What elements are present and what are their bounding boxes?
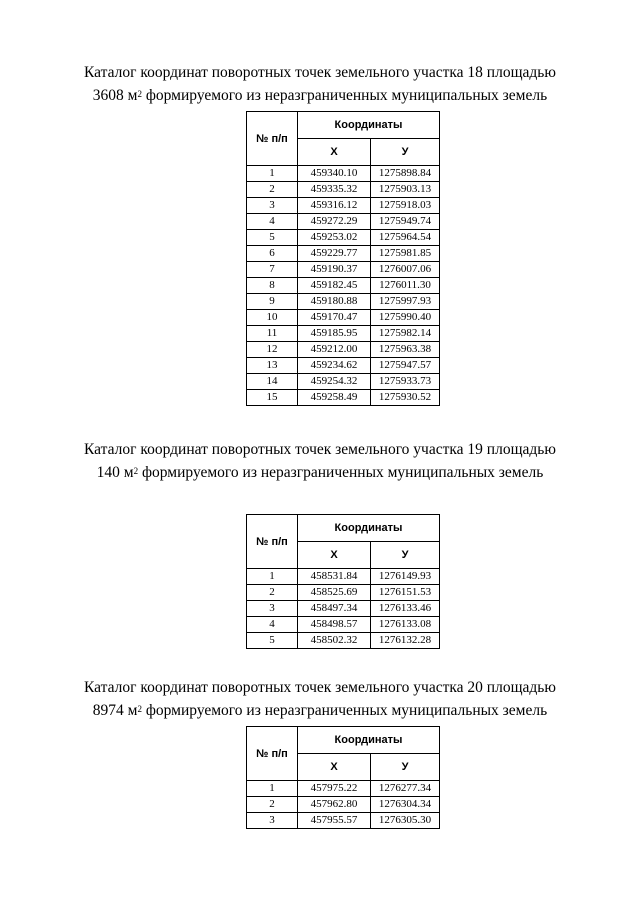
- y-coord-cell: 1275990.40: [371, 310, 440, 326]
- point-number-cell: 2: [247, 182, 298, 198]
- heading-sup: 2: [137, 89, 142, 99]
- point-number-cell: 14: [247, 374, 298, 390]
- num-header: № п/п: [247, 515, 298, 569]
- y-header: У: [371, 542, 440, 569]
- x-coord-cell: 459316.12: [298, 198, 371, 214]
- point-number-cell: 7: [247, 262, 298, 278]
- x-coord-cell: 459254.32: [298, 374, 371, 390]
- point-number-cell: 8: [247, 278, 298, 294]
- table-row: [247, 390, 440, 406]
- y-coord-cell: 1275903.13: [371, 182, 440, 198]
- table-row: [247, 310, 440, 326]
- x-coord-cell: 459340.10: [298, 166, 371, 182]
- coords-header: Координаты: [298, 112, 440, 139]
- heading-rest: формируемого из неразграниченных муниципальных земель: [138, 464, 544, 481]
- coords-body: [247, 781, 440, 829]
- table-row: [247, 262, 440, 278]
- coords-table: [246, 514, 440, 649]
- x-coord-cell: 459253.02: [298, 230, 371, 246]
- point-number-cell: 12: [247, 342, 298, 358]
- table-row: [247, 781, 440, 797]
- table-row: [247, 326, 440, 342]
- point-number-cell: 13: [247, 358, 298, 374]
- table-row: [247, 569, 440, 585]
- point-number-cell: 3: [247, 813, 298, 829]
- x-coord-cell: 459272.29: [298, 214, 371, 230]
- x-coord-cell: 458498.57: [298, 617, 371, 633]
- x-coord-cell: 459212.00: [298, 342, 371, 358]
- catalog-section-19: [0, 438, 640, 484]
- x-coord-cell: 458525.69: [298, 585, 371, 601]
- y-coord-cell: 1276149.93: [371, 569, 440, 585]
- x-coord-cell: 459185.95: [298, 326, 371, 342]
- table-row: [247, 198, 440, 214]
- point-number-cell: 4: [247, 214, 298, 230]
- y-coord-cell: 1275949.74: [371, 214, 440, 230]
- y-coord-cell: 1276132.28: [371, 633, 440, 649]
- y-coord-cell: 1275963.38: [371, 342, 440, 358]
- y-coord-cell: 1276133.08: [371, 617, 440, 633]
- y-coord-cell: 1275898.84: [371, 166, 440, 182]
- y-header: У: [371, 139, 440, 166]
- point-number-cell: 9: [247, 294, 298, 310]
- y-header: У: [371, 754, 440, 781]
- heading-line1: Каталог координат поворотных точек земельного участка 18 площадью: [84, 64, 556, 81]
- y-coord-cell: 1276305.30: [371, 813, 440, 829]
- point-number-cell: 11: [247, 326, 298, 342]
- table-row: [247, 617, 440, 633]
- table-row: [247, 278, 440, 294]
- section-heading: [0, 61, 640, 107]
- table-row: [247, 358, 440, 374]
- x-coord-cell: 457975.22: [298, 781, 371, 797]
- table-row: [247, 813, 440, 829]
- x-coord-cell: 459180.88: [298, 294, 371, 310]
- section-heading: [0, 438, 640, 484]
- y-coord-cell: 1276277.34: [371, 781, 440, 797]
- table-row: [247, 342, 440, 358]
- table-row: [247, 246, 440, 262]
- y-coord-cell: 1275947.57: [371, 358, 440, 374]
- y-coord-cell: 1275981.85: [371, 246, 440, 262]
- coords-table: [246, 726, 440, 829]
- num-header: № п/п: [247, 112, 298, 166]
- point-number-cell: 6: [247, 246, 298, 262]
- heading-line1: Каталог координат поворотных точек земельного участка 19 площадью: [84, 441, 556, 458]
- x-header: X: [298, 542, 371, 569]
- coords-header: Координаты: [298, 727, 440, 754]
- x-coord-cell: 458497.34: [298, 601, 371, 617]
- point-number-cell: 5: [247, 230, 298, 246]
- x-coord-cell: 459258.49: [298, 390, 371, 406]
- coords-body: [247, 166, 440, 406]
- y-coord-cell: 1275918.03: [371, 198, 440, 214]
- x-coord-cell: 459182.45: [298, 278, 371, 294]
- x-coord-cell: 457955.57: [298, 813, 371, 829]
- table-row: [247, 797, 440, 813]
- coords-body: [247, 569, 440, 649]
- point-number-cell: 2: [247, 585, 298, 601]
- y-coord-cell: 1276151.53: [371, 585, 440, 601]
- x-coord-cell: 459234.62: [298, 358, 371, 374]
- y-coord-cell: 1275997.93: [371, 294, 440, 310]
- x-header: X: [298, 139, 371, 166]
- table-row: [247, 585, 440, 601]
- x-coord-cell: 457962.80: [298, 797, 371, 813]
- x-coord-cell: 458531.84: [298, 569, 371, 585]
- x-coord-cell: 458502.32: [298, 633, 371, 649]
- table-row: [247, 601, 440, 617]
- heading-area: 3608 м: [92, 87, 138, 104]
- point-number-cell: 3: [247, 601, 298, 617]
- y-coord-cell: 1275982.14: [371, 326, 440, 342]
- section-heading: [0, 676, 640, 722]
- point-number-cell: 4: [247, 617, 298, 633]
- catalog-section-18: [0, 61, 640, 107]
- table-row: [247, 214, 440, 230]
- x-header: X: [298, 754, 371, 781]
- num-header: № п/п: [247, 727, 298, 781]
- x-coord-cell: 459229.77: [298, 246, 371, 262]
- point-number-cell: 10: [247, 310, 298, 326]
- heading-area: 8974 м: [92, 702, 138, 719]
- point-number-cell: 3: [247, 198, 298, 214]
- point-number-cell: 15: [247, 390, 298, 406]
- x-coord-cell: 459190.37: [298, 262, 371, 278]
- y-coord-cell: 1275933.73: [371, 374, 440, 390]
- point-number-cell: 1: [247, 781, 298, 797]
- x-coord-cell: 459335.32: [298, 182, 371, 198]
- point-number-cell: 1: [247, 569, 298, 585]
- heading-sup: 2: [137, 704, 142, 714]
- catalog-section-20: [0, 676, 640, 722]
- heading-line1: Каталог координат поворотных точек земельного участка 20 площадью: [84, 679, 556, 696]
- x-coord-cell: 459170.47: [298, 310, 371, 326]
- point-number-cell: 5: [247, 633, 298, 649]
- y-coord-cell: 1275964.54: [371, 230, 440, 246]
- y-coord-cell: 1276011.30: [371, 278, 440, 294]
- y-coord-cell: 1276007.06: [371, 262, 440, 278]
- heading-area: 140 м: [96, 464, 134, 481]
- table-row: [247, 182, 440, 198]
- table-row: [247, 294, 440, 310]
- coords-header: Координаты: [298, 515, 440, 542]
- table-row: [247, 166, 440, 182]
- heading-rest: формируемого из неразграниченных муниципальных земель: [141, 702, 548, 719]
- y-coord-cell: 1275930.52: [371, 390, 440, 406]
- coords-table: [246, 111, 440, 406]
- y-coord-cell: 1276133.46: [371, 601, 440, 617]
- point-number-cell: 1: [247, 166, 298, 182]
- y-coord-cell: 1276304.34: [371, 797, 440, 813]
- point-number-cell: 2: [247, 797, 298, 813]
- table-row: [247, 374, 440, 390]
- table-row: [247, 633, 440, 649]
- heading-sup: 2: [133, 466, 139, 476]
- heading-rest: формируемого из неразграниченных муниципальных земель: [141, 87, 548, 104]
- table-row: [247, 230, 440, 246]
